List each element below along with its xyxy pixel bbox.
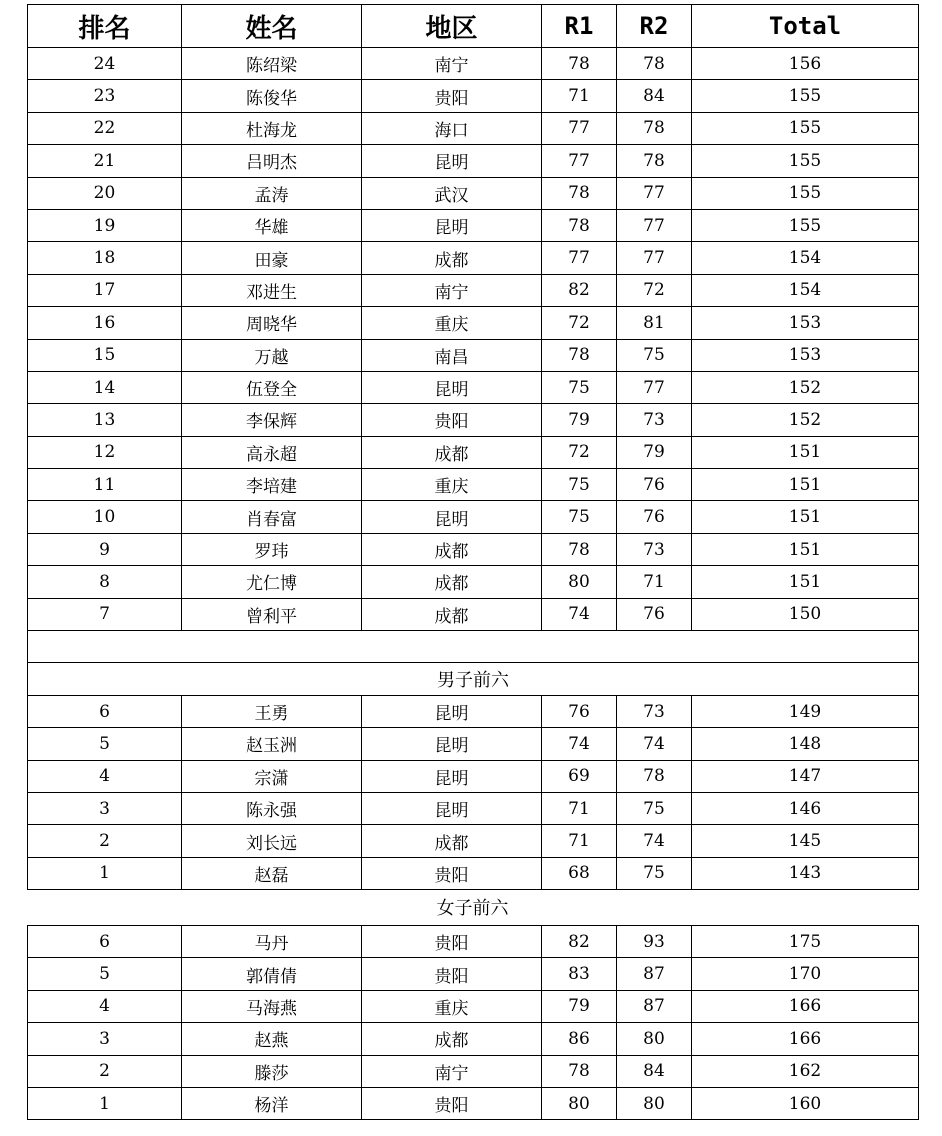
cell-region: 昆明 (362, 501, 542, 533)
women-section-label: 女子前六 (436, 898, 509, 919)
cell-rank: 18 (28, 242, 182, 274)
cell-r1: 75 (542, 501, 617, 533)
cell-rank: 6 (28, 926, 182, 958)
table-row (28, 274, 919, 306)
cell-r1: 82 (542, 274, 617, 306)
table-row (28, 209, 919, 241)
cell-name: 陈绍梁 (182, 48, 362, 80)
cell-r2: 73 (617, 404, 692, 436)
cell-rank: 1 (28, 1087, 182, 1119)
cell-name: 赵玉洲 (182, 728, 362, 760)
table-row (28, 760, 919, 792)
cell-name: 周晓华 (182, 307, 362, 339)
cell-r2: 73 (617, 533, 692, 565)
cell-r1: 78 (542, 533, 617, 565)
cell-name: 杨洋 (182, 1087, 362, 1119)
cell-total: 145 (692, 825, 919, 857)
cell-r2: 74 (617, 728, 692, 760)
cell-rank: 12 (28, 436, 182, 468)
cell-r1: 78 (542, 1055, 617, 1087)
cell-region: 成都 (362, 598, 542, 630)
cell-r2: 71 (617, 566, 692, 598)
cell-name: 华雄 (182, 209, 362, 241)
column-header-total: Total (692, 5, 919, 48)
cell-r2: 77 (617, 242, 692, 274)
cell-region: 成都 (362, 436, 542, 468)
table-row (28, 307, 919, 339)
cell-r1: 83 (542, 958, 617, 990)
cell-rank: 19 (28, 209, 182, 241)
cell-total: 147 (692, 760, 919, 792)
cell-total: 148 (692, 728, 919, 760)
cell-rank: 14 (28, 371, 182, 403)
cell-name: 赵磊 (182, 857, 362, 889)
cell-r1: 78 (542, 48, 617, 80)
cell-total: 152 (692, 404, 919, 436)
cell-region: 重庆 (362, 307, 542, 339)
cell-region: 昆明 (362, 145, 542, 177)
cell-r1: 74 (542, 598, 617, 630)
cell-name: 罗玮 (182, 533, 362, 565)
cell-r1: 78 (542, 339, 617, 371)
table-row (28, 566, 919, 598)
table-row (28, 80, 919, 112)
cell-region: 海口 (362, 112, 542, 144)
cell-total: 155 (692, 145, 919, 177)
cell-total: 160 (692, 1087, 919, 1119)
cell-rank: 4 (28, 990, 182, 1022)
cell-region: 重庆 (362, 469, 542, 501)
cell-r2: 77 (617, 371, 692, 403)
cell-total: 166 (692, 1023, 919, 1055)
cell-name: 田豪 (182, 242, 362, 274)
cell-total: 175 (692, 926, 919, 958)
cell-rank: 9 (28, 533, 182, 565)
table-row (28, 145, 919, 177)
cell-rank: 5 (28, 728, 182, 760)
cell-total: 151 (692, 469, 919, 501)
table-row (28, 1087, 919, 1119)
cell-rank: 1 (28, 857, 182, 889)
cell-r1: 71 (542, 80, 617, 112)
men-section-label: 男子前六 (28, 663, 919, 695)
main-results-body (28, 48, 919, 631)
cell-r2: 73 (617, 695, 692, 727)
cell-r2: 75 (617, 339, 692, 371)
cell-total: 155 (692, 112, 919, 144)
cell-name: 吕明杰 (182, 145, 362, 177)
cell-region: 成都 (362, 533, 542, 565)
cell-name: 马丹 (182, 926, 362, 958)
table-row (28, 371, 919, 403)
cell-total: 151 (692, 566, 919, 598)
cell-rank: 3 (28, 792, 182, 824)
cell-r2: 78 (617, 760, 692, 792)
cell-r2: 80 (617, 1087, 692, 1119)
cell-region: 贵阳 (362, 958, 542, 990)
cell-r2: 76 (617, 469, 692, 501)
cell-region: 南宁 (362, 48, 542, 80)
cell-region: 成都 (362, 825, 542, 857)
cell-total: 150 (692, 598, 919, 630)
cell-name: 郭倩倩 (182, 958, 362, 990)
cell-rank: 10 (28, 501, 182, 533)
table-row (28, 1023, 919, 1055)
cell-r2: 80 (617, 1023, 692, 1055)
cell-region: 南宁 (362, 1055, 542, 1087)
cell-r2: 77 (617, 177, 692, 209)
section-divider (28, 631, 919, 696)
cell-total: 155 (692, 209, 919, 241)
cell-r2: 72 (617, 274, 692, 306)
cell-total: 143 (692, 857, 919, 889)
cell-rank: 2 (28, 1055, 182, 1087)
cell-r1: 75 (542, 371, 617, 403)
cell-r2: 76 (617, 598, 692, 630)
table-row (28, 501, 919, 533)
cell-name: 孟涛 (182, 177, 362, 209)
cell-name: 李培建 (182, 469, 362, 501)
cell-rank: 20 (28, 177, 182, 209)
cell-r2: 84 (617, 80, 692, 112)
cell-region: 昆明 (362, 695, 542, 727)
cell-name: 高永超 (182, 436, 362, 468)
cell-r2: 87 (617, 958, 692, 990)
cell-name: 肖春富 (182, 501, 362, 533)
blank-row (28, 631, 919, 663)
table-row (28, 695, 919, 727)
cell-name: 赵燕 (182, 1023, 362, 1055)
table-row (28, 728, 919, 760)
table-row (28, 469, 919, 501)
cell-r1: 75 (542, 469, 617, 501)
cell-r1: 71 (542, 792, 617, 824)
cell-region: 贵阳 (362, 1087, 542, 1119)
table-row (28, 958, 919, 990)
cell-name: 宗潇 (182, 760, 362, 792)
cell-name: 尤仁博 (182, 566, 362, 598)
cell-rank: 22 (28, 112, 182, 144)
cell-region: 贵阳 (362, 80, 542, 112)
cell-total: 152 (692, 371, 919, 403)
table-row (28, 177, 919, 209)
cell-total: 166 (692, 990, 919, 1022)
cell-r2: 81 (617, 307, 692, 339)
table-row (28, 48, 919, 80)
cell-region: 昆明 (362, 371, 542, 403)
cell-rank: 5 (28, 958, 182, 990)
cell-rank: 3 (28, 1023, 182, 1055)
cell-region: 重庆 (362, 990, 542, 1022)
cell-r1: 86 (542, 1023, 617, 1055)
cell-total: 146 (692, 792, 919, 824)
column-header-r2: R2 (617, 5, 692, 48)
cell-total: 153 (692, 307, 919, 339)
cell-total: 155 (692, 177, 919, 209)
table-row (28, 339, 919, 371)
cell-r1: 77 (542, 112, 617, 144)
cell-rank: 8 (28, 566, 182, 598)
cell-name: 王勇 (182, 695, 362, 727)
table-row (28, 242, 919, 274)
cell-total: 149 (692, 695, 919, 727)
cell-rank: 21 (28, 145, 182, 177)
cell-region: 贵阳 (362, 857, 542, 889)
cell-total: 154 (692, 242, 919, 274)
cell-r2: 76 (617, 501, 692, 533)
cell-rank: 23 (28, 80, 182, 112)
cell-rank: 11 (28, 469, 182, 501)
table-row (28, 825, 919, 857)
cell-name: 陈俊华 (182, 80, 362, 112)
cell-name: 滕莎 (182, 1055, 362, 1087)
cell-total: 154 (692, 274, 919, 306)
cell-r1: 72 (542, 307, 617, 339)
table-row (28, 436, 919, 468)
cell-total: 156 (692, 48, 919, 80)
cell-region: 贵阳 (362, 926, 542, 958)
cell-total: 162 (692, 1055, 919, 1087)
cell-region: 成都 (362, 1023, 542, 1055)
header-row (28, 5, 919, 48)
table-row (28, 792, 919, 824)
cell-rank: 13 (28, 404, 182, 436)
cell-r2: 77 (617, 209, 692, 241)
cell-total: 151 (692, 533, 919, 565)
cell-r2: 75 (617, 792, 692, 824)
cell-region: 南宁 (362, 274, 542, 306)
cell-r2: 87 (617, 990, 692, 1022)
cell-r2: 93 (617, 926, 692, 958)
cell-r1: 74 (542, 728, 617, 760)
cell-name: 曾利平 (182, 598, 362, 630)
cell-region: 昆明 (362, 792, 542, 824)
table-row (28, 112, 919, 144)
cell-r1: 68 (542, 857, 617, 889)
column-header-name: 姓名 (182, 5, 362, 48)
table-row (28, 926, 919, 958)
cell-r2: 79 (617, 436, 692, 468)
column-header-region: 地区 (362, 5, 542, 48)
cell-region: 昆明 (362, 760, 542, 792)
cell-r1: 78 (542, 209, 617, 241)
cell-rank: 4 (28, 760, 182, 792)
cell-total: 155 (692, 80, 919, 112)
cell-name: 杜海龙 (182, 112, 362, 144)
cell-r1: 78 (542, 177, 617, 209)
table-row (28, 1055, 919, 1087)
cell-name: 万越 (182, 339, 362, 371)
cell-name: 邓进生 (182, 274, 362, 306)
cell-r2: 75 (617, 857, 692, 889)
cell-r2: 78 (617, 112, 692, 144)
women-top-six-body (28, 926, 919, 1120)
cell-r1: 69 (542, 760, 617, 792)
cell-r1: 80 (542, 566, 617, 598)
cell-total: 151 (692, 436, 919, 468)
table-row (28, 533, 919, 565)
column-header-rank: 排名 (28, 5, 182, 48)
table-row (28, 990, 919, 1022)
cell-r1: 79 (542, 404, 617, 436)
cell-rank: 7 (28, 598, 182, 630)
table-row (28, 857, 919, 889)
cell-r2: 78 (617, 145, 692, 177)
cell-r2: 74 (617, 825, 692, 857)
cell-total: 153 (692, 339, 919, 371)
table-row (28, 598, 919, 630)
cell-rank: 15 (28, 339, 182, 371)
cell-r2: 84 (617, 1055, 692, 1087)
cell-r1: 77 (542, 242, 617, 274)
cell-region: 成都 (362, 242, 542, 274)
cell-name: 刘长远 (182, 825, 362, 857)
cell-total: 151 (692, 501, 919, 533)
cell-rank: 24 (28, 48, 182, 80)
results-table (27, 4, 919, 890)
men-top-six-body (28, 695, 919, 889)
women-top-six-table (27, 925, 919, 1120)
cell-region: 成都 (362, 566, 542, 598)
cell-rank: 2 (28, 825, 182, 857)
cell-rank: 17 (28, 274, 182, 306)
table-row (28, 404, 919, 436)
cell-name: 伍登全 (182, 371, 362, 403)
cell-r1: 79 (542, 990, 617, 1022)
cell-r1: 82 (542, 926, 617, 958)
cell-total: 170 (692, 958, 919, 990)
men-section-header-row (28, 663, 919, 695)
cell-name: 李保辉 (182, 404, 362, 436)
cell-name: 马海燕 (182, 990, 362, 1022)
cell-region: 贵阳 (362, 404, 542, 436)
cell-rank: 16 (28, 307, 182, 339)
cell-region: 昆明 (362, 209, 542, 241)
cell-region: 昆明 (362, 728, 542, 760)
cell-name: 陈永强 (182, 792, 362, 824)
cell-r1: 76 (542, 695, 617, 727)
cell-r1: 77 (542, 145, 617, 177)
cell-region: 南昌 (362, 339, 542, 371)
cell-r2: 78 (617, 48, 692, 80)
cell-rank: 6 (28, 695, 182, 727)
cell-region: 武汉 (362, 177, 542, 209)
cell-r1: 72 (542, 436, 617, 468)
blank-cell (28, 631, 919, 663)
cell-r1: 71 (542, 825, 617, 857)
column-header-r1: R1 (542, 5, 617, 48)
cell-r1: 80 (542, 1087, 617, 1119)
